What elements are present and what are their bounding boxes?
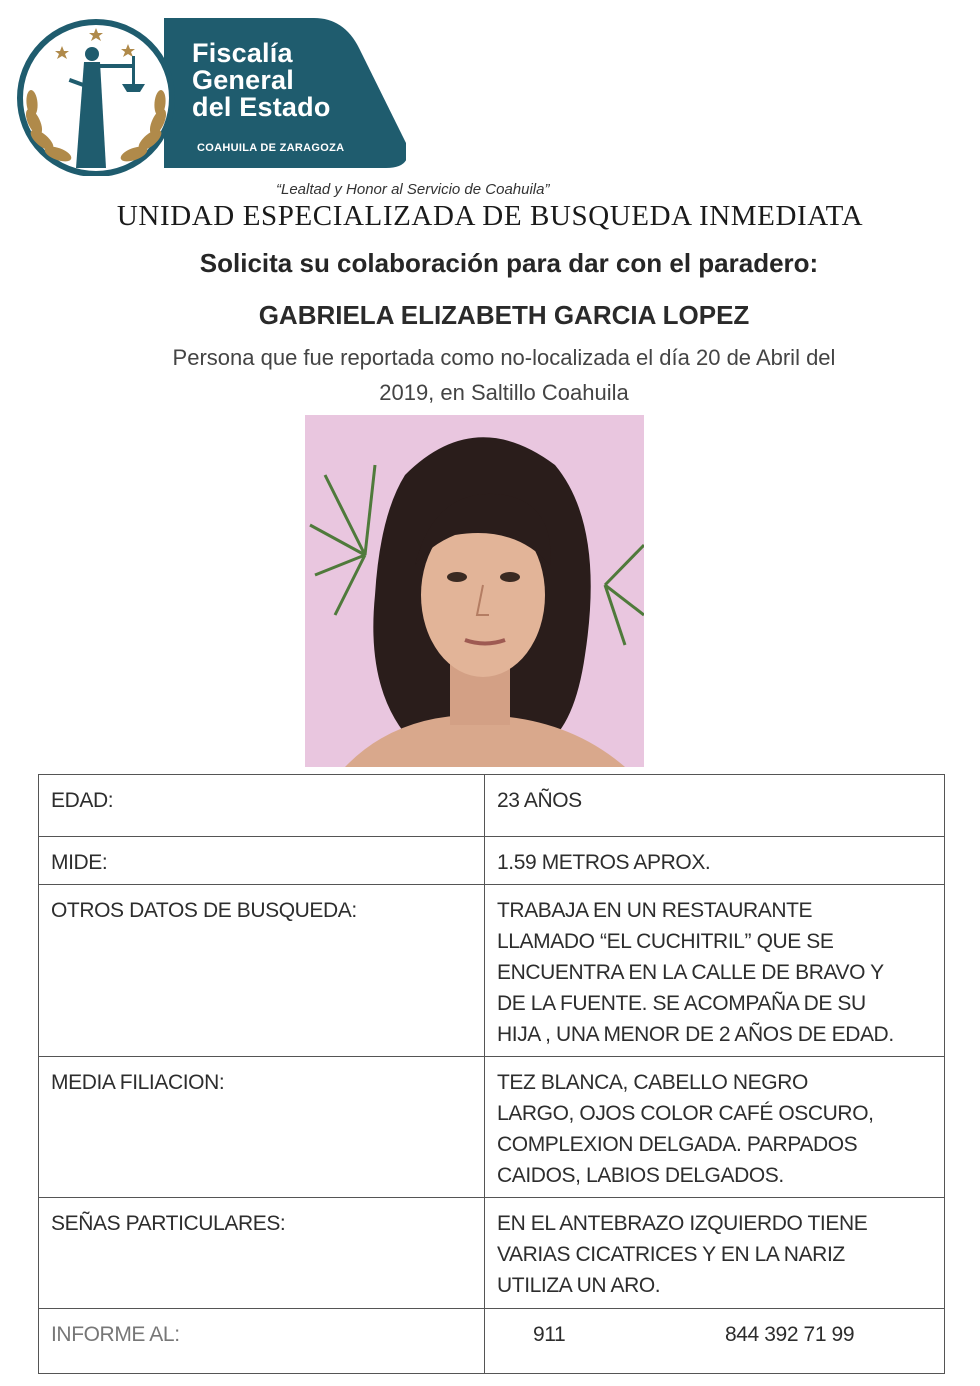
otros-line: LLAMADO “EL CUCHITRIL” QUE SE [497,930,834,953]
phones [497,1319,932,1350]
logo-title [192,40,331,121]
logo-line2: General [192,65,294,95]
table-row-media [39,1057,945,1198]
unit-title: UNIDAD ESPECIALIZADA DE BUSQUEDA INMEDIATA [116,200,864,232]
media-line: LARGO, OJOS COLOR CAFÉ OSCURO, [497,1102,874,1125]
senas-label: SEÑAS PARTICULARES: [39,1198,485,1309]
media-label: MEDIA FILIACION: [39,1057,485,1198]
logo-line1: Fiscalía [192,38,293,68]
motto: “Lealtad y Honor al Servicio de Coahuila” [276,181,550,198]
media-line: CAIDOS, LABIOS DELGADOS. [497,1164,784,1187]
otros-line: DE LA FUENTE. SE ACOMPAÑA DE SU [497,992,866,1015]
request-heading: Solicita su colaboración para dar con el paradero: [199,248,819,278]
senas-line: EN EL ANTEBRAZO IZQUIERDO TIENE [497,1212,868,1235]
inform-value [485,1309,945,1374]
report-line2: 2019, en Saltillo Coahuila [379,380,629,405]
media-line: TEZ BLANCA, CABELLO NEGRO [497,1071,808,1094]
otros-value [485,885,945,1057]
missing-person-photo [305,415,644,767]
mide-value: 1.59 METROS APROX. [485,837,945,885]
table-row-inform [39,1309,945,1374]
logo-line3: del Estado [192,92,331,122]
report-line1: Persona que fue reportada como no-localizada el día 20 de Abril del [172,345,836,370]
table-row-otros [39,885,945,1057]
media-line: COMPLEXION DELGADA. PARPADOS [497,1133,858,1156]
inform-label: INFORME AL: [39,1309,485,1374]
table-row-senas [39,1198,945,1309]
portrait-photo-icon [305,415,644,767]
otros-line: TRABAJA EN UN RESTAURANTE [497,899,813,922]
senas-line: UTILIZA UN ARO. [497,1274,661,1297]
info-table [38,774,945,1374]
table-row-mide [39,837,945,885]
person-name: GABRIELA ELIZABETH GARCIA LOPEZ [258,300,750,330]
senas-line: VARIAS CICATRICES Y EN LA NARIZ [497,1243,845,1266]
table-row-edad [39,775,945,837]
logo-subtitle: COAHUILA DE ZARAGOZA [197,142,345,154]
phone-number: 844 392 71 99 [725,1323,855,1346]
otros-label: OTROS DATOS DE BUSQUEDA: [39,885,485,1057]
media-value [485,1057,945,1198]
senas-value [485,1198,945,1309]
otros-line: HIJA , UNA MENOR DE 2 AÑOS DE EDAD. [497,1023,894,1046]
fiscalia-logo [14,18,406,176]
mide-label: MIDE: [39,837,485,885]
edad-value: 23 AÑOS [485,775,945,837]
edad-label: EDAD: [39,775,485,837]
otros-line: ENCUENTRA EN LA CALLE DE BRAVO Y [497,961,884,984]
phone-emergency: 911 [533,1323,566,1346]
report-text [98,340,910,410]
